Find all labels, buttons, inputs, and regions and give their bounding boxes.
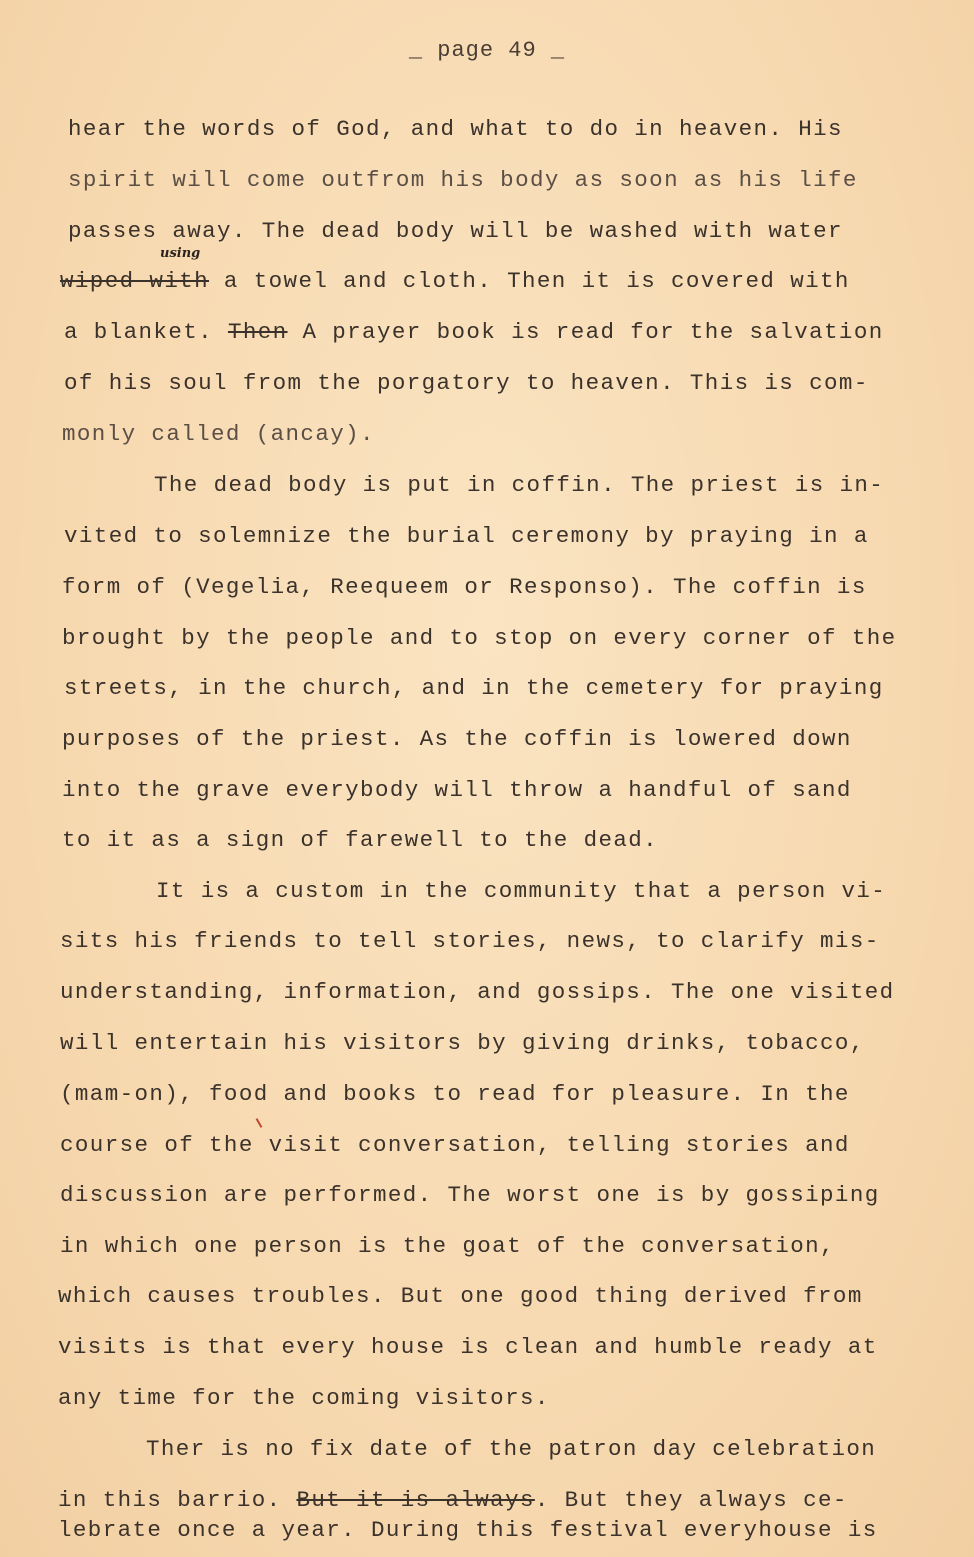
text-line: spirit will come outfrom his body as soon as his life xyxy=(68,167,858,193)
text-line: brought by the people and to stop on every corner of the xyxy=(62,625,897,651)
text-line: understanding, information, and gossips. The one visited xyxy=(60,979,895,1005)
handwritten-insertion: using xyxy=(160,246,201,261)
text-line: vited to solemnize the burial ceremony by praying in a xyxy=(64,523,869,549)
text-line: of his soul from the porgatory to heaven. This is com- xyxy=(64,370,869,396)
red-pencil-mark xyxy=(256,1118,263,1128)
line-text: A prayer book is read for the salvation xyxy=(287,319,884,345)
line-text: a blanket. xyxy=(64,319,228,345)
page-number: _ page 49 _ xyxy=(408,38,566,63)
text-line xyxy=(60,266,850,296)
text-line xyxy=(58,1485,848,1515)
text-line: monly called (ancay). xyxy=(62,421,375,447)
text-line: course of the visit conversation, telling stories and xyxy=(60,1132,850,1158)
text-line: any time for the coming visitors. xyxy=(58,1385,550,1411)
text-line: (mam-on), food and books to read for pleasure. In the xyxy=(60,1081,850,1107)
text-line: Ther is no fix date of the patron day celebration xyxy=(146,1436,877,1462)
text-line: which causes troubles. But one good thing derived from xyxy=(58,1283,863,1309)
text-line: will entertain his visitors by giving drinks, tobacco, xyxy=(60,1030,865,1056)
text-line: into the grave everybody will throw a handful of sand xyxy=(62,777,852,803)
text-line: visits is that every house is clean and humble ready at xyxy=(58,1334,878,1360)
line-text: a towel and cloth. Then it is covered with xyxy=(209,268,850,294)
struck-out-text: wiped with xyxy=(60,268,210,294)
text-line: in which one person is the goat of the conversation, xyxy=(60,1233,835,1259)
text-line xyxy=(64,317,884,347)
text-line: lebrate once a year. During this festival everyhouse is xyxy=(58,1517,878,1543)
struck-out-text: Then xyxy=(227,319,288,345)
text-line: The dead body is put in coffin. The priest is in- xyxy=(154,472,885,498)
text-line: purposes of the priest. As the coffin is lowered down xyxy=(62,726,852,752)
text-line: It is a custom in the community that a person vi- xyxy=(156,878,887,904)
text-line: to it as a sign of farewell to the dead. xyxy=(62,827,659,853)
text-line: discussion are performed. The worst one is by gossiping xyxy=(60,1182,880,1208)
text-line: hear the words of God, and what to do in heaven. His xyxy=(68,116,843,142)
text-line: streets, in the church, and in the cemetery for praying xyxy=(64,675,884,701)
text-line: sits his friends to tell stories, news, to clarify mis- xyxy=(60,928,880,954)
text-line: passes away. The dead body will be washed with water xyxy=(68,218,843,244)
line-text: in this barrio. xyxy=(58,1487,297,1513)
text-line: form of (Vegelia, Reequeem or Responso). The coffin is xyxy=(62,574,867,600)
line-text: . But they always ce- xyxy=(534,1487,848,1513)
struck-out-text: But it is always xyxy=(296,1487,535,1513)
